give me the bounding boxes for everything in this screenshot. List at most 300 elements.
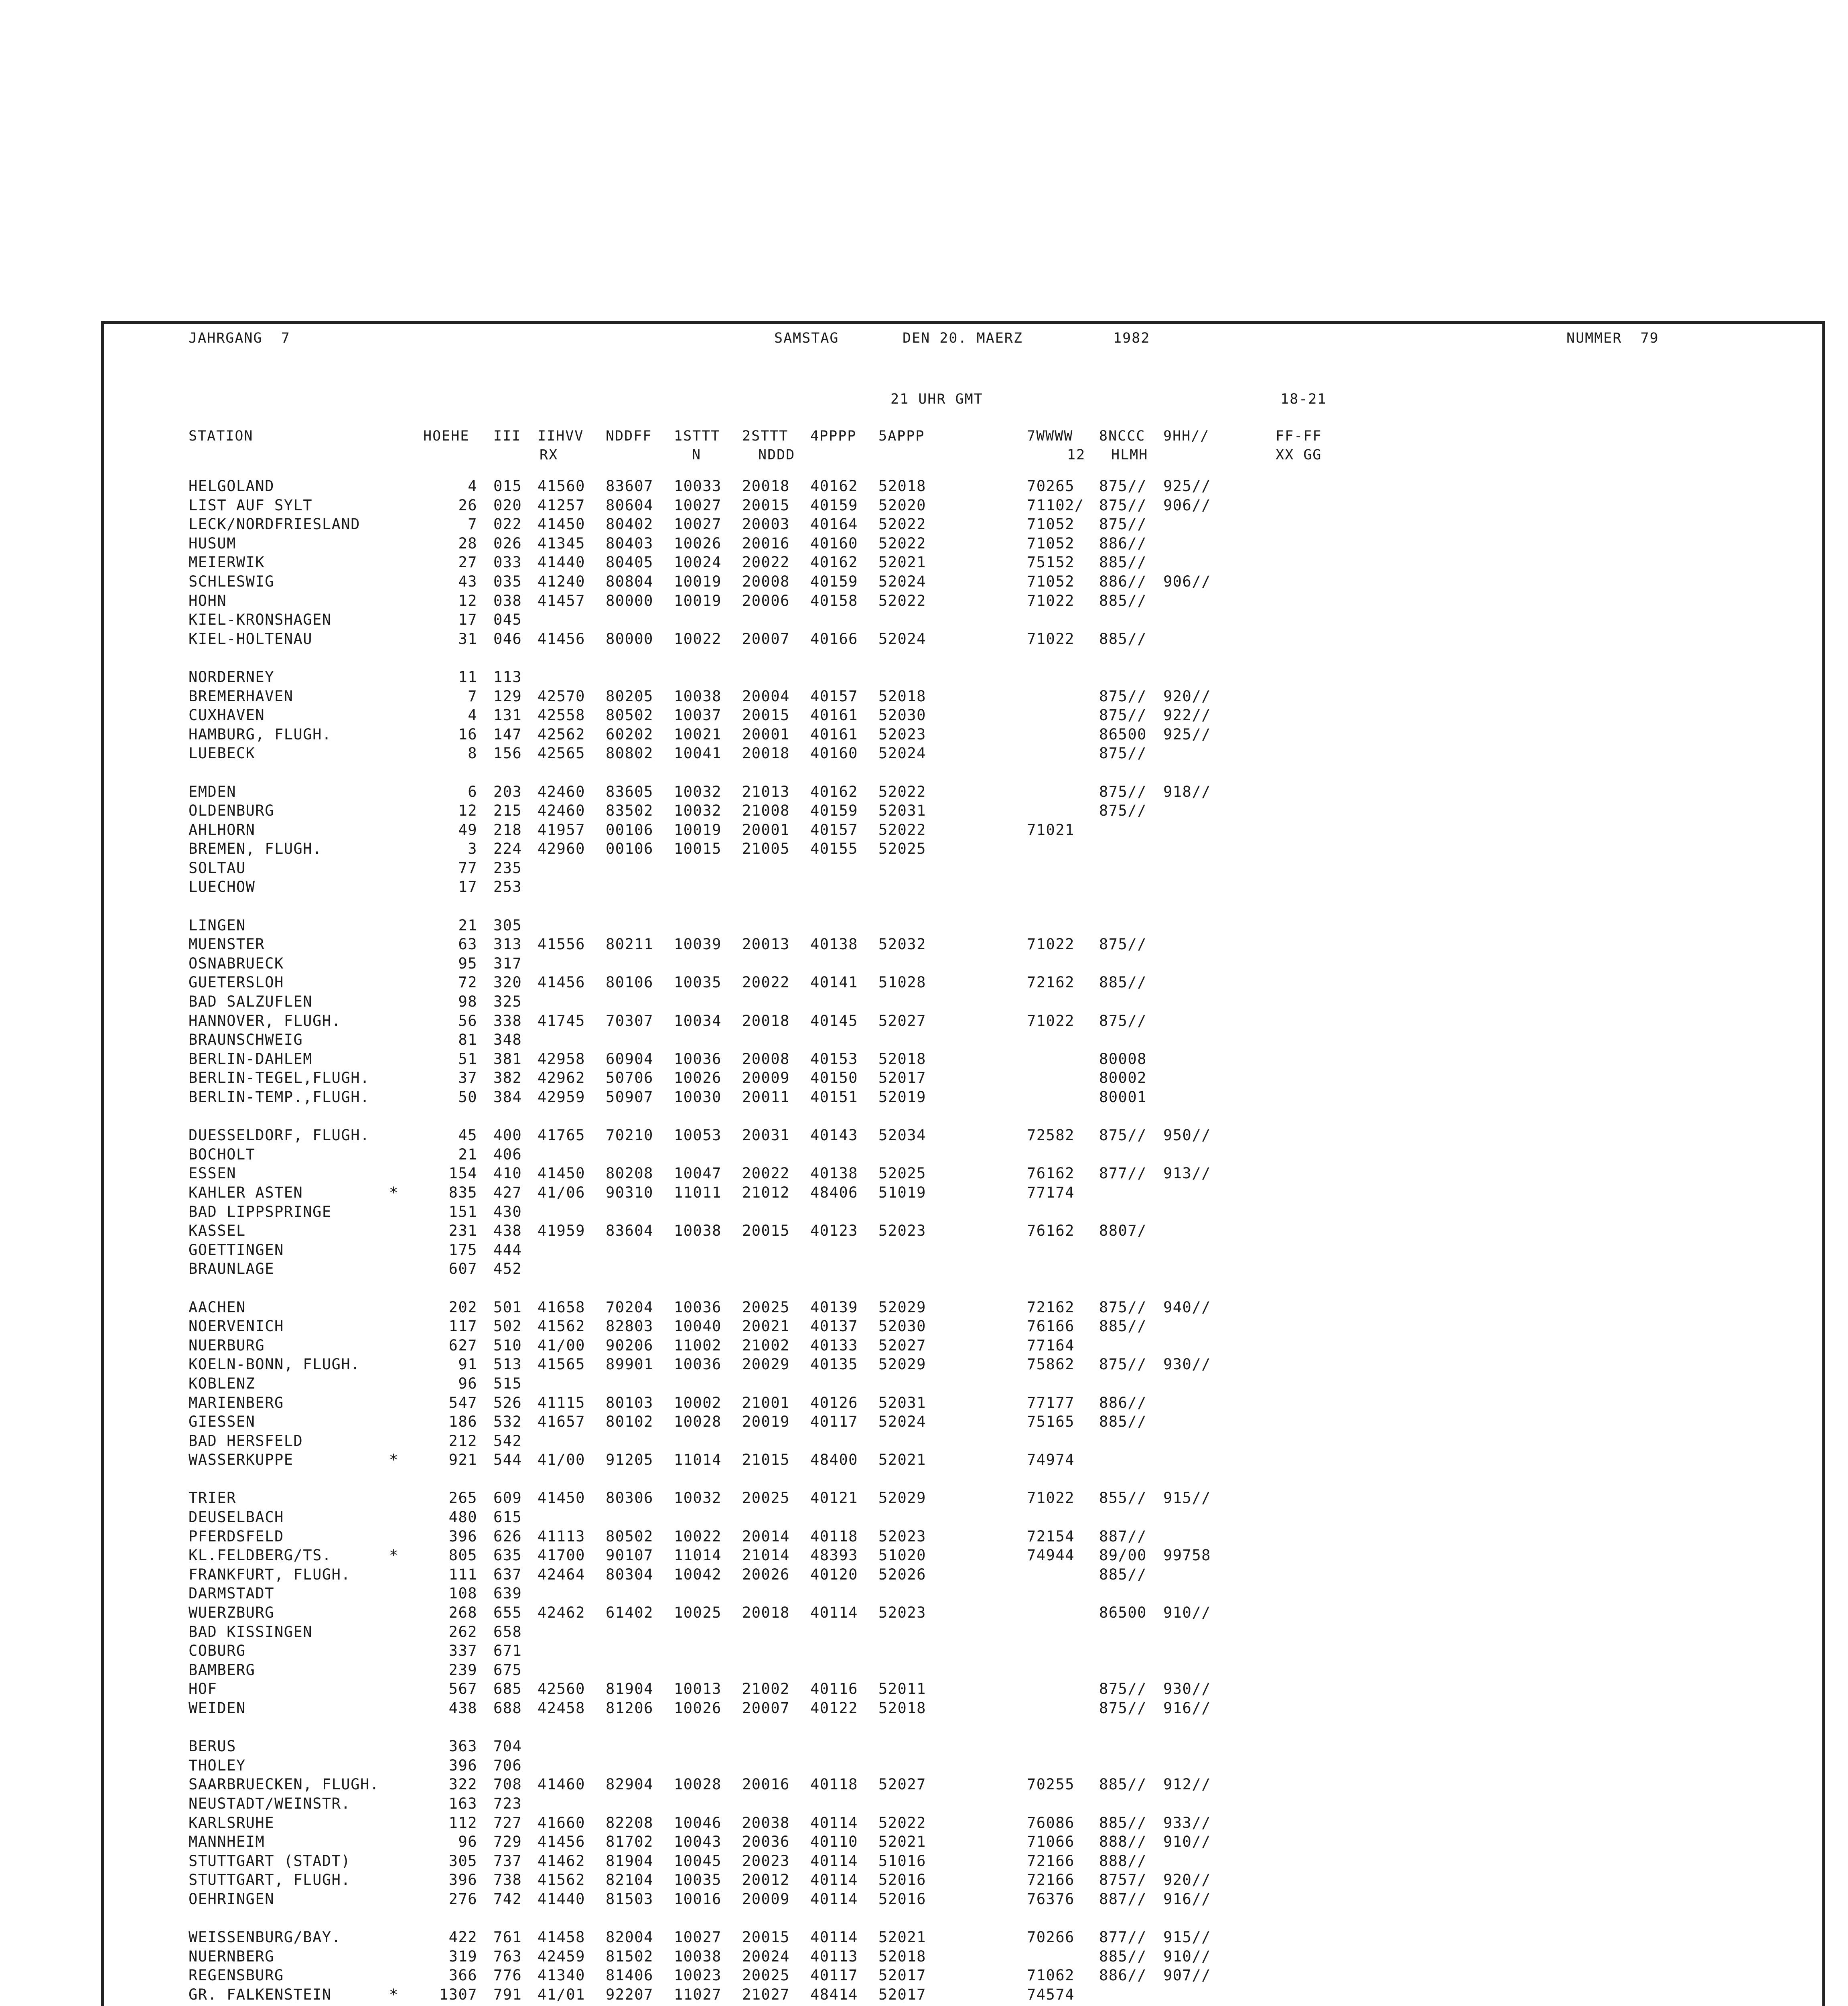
group-9hh: 907// [1163, 1967, 1211, 1984]
group-5appp: 52011 [878, 1680, 926, 1698]
station-index: 203 [493, 783, 522, 800]
station-height: 56 [458, 1012, 477, 1029]
group-iihvv: 41/06 [538, 1184, 585, 1201]
station-index: 675 [493, 1661, 522, 1679]
station-index: 430 [493, 1203, 522, 1220]
station-index: 427 [493, 1184, 522, 1201]
group-5appp: 52023 [878, 1604, 926, 1622]
station-height: 117 [448, 1318, 477, 1335]
group-7wwww: 71021 [1027, 821, 1075, 839]
group-8nccc: 875// [1099, 516, 1147, 533]
station-name: NOERVENICH [189, 1318, 284, 1335]
table-frame [101, 321, 1825, 2006]
group-2sttt: 21027 [742, 1986, 790, 2003]
station-height: 21 [458, 916, 477, 934]
col-5appp: 5APPP [878, 428, 925, 444]
group-9hh: 99758 [1163, 1547, 1211, 1564]
group-4pppp: 40121 [810, 1489, 858, 1507]
group-iihvv: 42960 [538, 840, 585, 858]
group-5appp: 52021 [878, 1451, 926, 1469]
station-name: DUESSELDORF, FLUGH. [189, 1127, 370, 1144]
group-5appp: 52025 [878, 1165, 926, 1182]
group-2sttt: 21005 [742, 840, 790, 858]
group-5appp: 52029 [878, 1356, 926, 1373]
group-iihvv: 42464 [538, 1565, 585, 1583]
time-range: 18-21 [1280, 391, 1327, 407]
station-index: 147 [493, 725, 522, 743]
station-name: TRIER [189, 1489, 236, 1507]
group-8nccc: 80002 [1099, 1069, 1147, 1087]
col-9hh: 9HH// [1163, 428, 1210, 444]
group-1sttt: 10027 [674, 496, 722, 514]
station-height: 265 [448, 1489, 477, 1507]
station-height: 108 [448, 1585, 477, 1602]
station-index: 382 [493, 1069, 522, 1087]
group-2sttt: 20025 [742, 1489, 790, 1507]
station-name: HELGOLAND [189, 477, 274, 495]
station-name: KIEL-HOLTENAU [189, 630, 313, 648]
group-iihvv: 41456 [538, 974, 585, 991]
group-iihvv: 42459 [538, 1947, 585, 1965]
station-index: 723 [493, 1795, 522, 1812]
station-height: 547 [448, 1394, 477, 1411]
station-name: BERUS [189, 1738, 236, 1755]
station-height: 363 [448, 1738, 477, 1755]
mountain-station-marker: * [389, 1184, 399, 1201]
group-1sttt: 10034 [674, 1012, 722, 1029]
group-4pppp: 48406 [810, 1184, 858, 1201]
group-9hh: 912// [1163, 1776, 1211, 1793]
station-height: 3 [468, 840, 477, 858]
group-5appp: 51016 [878, 1852, 926, 1870]
station-height: 12 [458, 802, 477, 820]
group-8nccc: 887// [1099, 1527, 1147, 1545]
group-1sttt: 10019 [674, 821, 722, 839]
group-9hh: 910// [1163, 1833, 1211, 1851]
group-9hh: 916// [1163, 1699, 1211, 1717]
mountain-station-marker: * [389, 1547, 399, 1564]
group-nddff: 80208 [606, 1165, 653, 1182]
station-index: 317 [493, 954, 522, 972]
station-height: 151 [448, 1203, 477, 1220]
station-index: 544 [493, 1451, 522, 1469]
station-height: 396 [448, 1871, 477, 1889]
group-8nccc: 886// [1099, 1394, 1147, 1411]
group-5appp: 52027 [878, 1776, 926, 1793]
group-2sttt: 20008 [742, 573, 790, 590]
station-name: AACHEN [189, 1298, 246, 1316]
group-8nccc: 875// [1099, 783, 1147, 800]
group-4pppp: 40114 [810, 1890, 858, 1908]
col-station: STATION [189, 428, 254, 444]
station-height: 81 [458, 1031, 477, 1049]
group-8nccc: 80008 [1099, 1050, 1147, 1068]
station-index: 381 [493, 1050, 522, 1068]
station-index: 452 [493, 1260, 522, 1278]
group-1sttt: 10025 [674, 1604, 722, 1622]
group-2sttt: 20007 [742, 630, 790, 648]
station-index: 742 [493, 1890, 522, 1908]
station-height: 305 [448, 1852, 477, 1870]
group-1sttt: 10013 [674, 1680, 722, 1698]
date-label: DEN 20. MAERZ [903, 330, 1023, 346]
group-1sttt: 11011 [674, 1184, 722, 1201]
station-index: 526 [493, 1394, 522, 1411]
group-iihvv: 41450 [538, 516, 585, 533]
group-8nccc: 886// [1099, 573, 1147, 590]
group-4pppp: 40166 [810, 630, 858, 648]
station-name: LECK/NORDFRIESLAND [189, 516, 360, 533]
group-4pppp: 40159 [810, 496, 858, 514]
group-4pppp: 40141 [810, 974, 858, 991]
station-index: 046 [493, 630, 522, 648]
group-nddff: 80106 [606, 974, 653, 991]
station-name: BRAUNSCHWEIG [189, 1031, 303, 1049]
group-iihvv: 41460 [538, 1776, 585, 1793]
group-7wwww: 72154 [1027, 1527, 1075, 1545]
station-height: 77 [458, 859, 477, 877]
group-9hh: 910// [1163, 1604, 1211, 1622]
group-8nccc: 888// [1099, 1852, 1147, 1870]
group-2sttt: 20025 [742, 1298, 790, 1316]
station-height: 921 [448, 1451, 477, 1469]
group-nddff: 80306 [606, 1489, 653, 1507]
group-8nccc: 886// [1099, 534, 1147, 552]
group-nddff: 80405 [606, 554, 653, 571]
station-name: HUSUM [189, 534, 236, 552]
group-2sttt: 20018 [742, 745, 790, 762]
station-name: GIESSEN [189, 1413, 256, 1431]
group-nddff: 81206 [606, 1699, 653, 1717]
station-name: DARMSTADT [189, 1585, 274, 1602]
group-4pppp: 40113 [810, 1947, 858, 1965]
group-nddff: 81904 [606, 1680, 653, 1698]
station-index: 313 [493, 936, 522, 953]
station-height: 43 [458, 573, 477, 590]
group-1sttt: 10032 [674, 802, 722, 820]
group-8nccc: 885// [1099, 1947, 1147, 1965]
group-2sttt: 21002 [742, 1680, 790, 1698]
group-7wwww: 71022 [1027, 936, 1075, 953]
group-7wwww: 71052 [1027, 516, 1075, 533]
group-5appp: 52029 [878, 1298, 926, 1316]
station-name: BERLIN-DAHLEM [189, 1050, 313, 1068]
group-nddff: 80000 [606, 630, 653, 648]
station-name: KOBLENZ [189, 1375, 256, 1392]
station-name: BERLIN-TEMP.,FLUGH. [189, 1088, 370, 1106]
station-height: 95 [458, 954, 477, 972]
station-height: 322 [448, 1776, 477, 1793]
group-4pppp: 40118 [810, 1776, 858, 1793]
station-name: WUERZBURG [189, 1604, 274, 1622]
station-index: 129 [493, 687, 522, 705]
group-9hh: 925// [1163, 477, 1211, 495]
station-name: REGENSBURG [189, 1967, 284, 1984]
group-5appp: 52021 [878, 1929, 926, 1946]
group-1sttt: 10022 [674, 630, 722, 648]
group-2sttt: 20038 [742, 1814, 790, 1831]
group-iihvv: 41565 [538, 1356, 585, 1373]
col-iii: III [493, 428, 521, 444]
station-height: 7 [468, 516, 477, 533]
station-index: 502 [493, 1318, 522, 1335]
group-nddff: 82104 [606, 1871, 653, 1889]
group-4pppp: 40161 [810, 725, 858, 743]
group-7wwww: 71022 [1027, 1489, 1075, 1507]
station-name: OSNABRUECK [189, 954, 284, 972]
group-7wwww: 72582 [1027, 1127, 1075, 1144]
group-nddff: 80402 [606, 516, 653, 533]
group-8nccc: 886// [1099, 1967, 1147, 1984]
station-index: 738 [493, 1871, 522, 1889]
group-5appp: 52022 [878, 534, 926, 552]
group-8nccc: 885// [1099, 1814, 1147, 1831]
station-name: HOHN [189, 592, 227, 609]
group-2sttt: 20004 [742, 687, 790, 705]
station-height: 268 [448, 1604, 477, 1622]
group-9hh: 916// [1163, 1890, 1211, 1908]
station-height: 17 [458, 611, 477, 629]
col-iihvv-sub: RX [540, 447, 558, 463]
group-4pppp: 40159 [810, 802, 858, 820]
group-5appp: 52022 [878, 516, 926, 533]
group-5appp: 52032 [878, 936, 926, 953]
group-1sttt: 11027 [674, 1986, 722, 2003]
group-2sttt: 20003 [742, 516, 790, 533]
col-ff-sub: XX GG [1276, 447, 1322, 463]
group-5appp: 52022 [878, 592, 926, 609]
group-5appp: 52022 [878, 1814, 926, 1831]
group-iihvv: 41457 [538, 592, 585, 609]
station-height: 4 [468, 477, 477, 495]
group-5appp: 52024 [878, 1413, 926, 1431]
station-name: BAD LIPPSPRINGE [189, 1203, 332, 1220]
group-1sttt: 10030 [674, 1088, 722, 1106]
group-nddff: 50907 [606, 1088, 653, 1106]
group-iihvv: 41562 [538, 1318, 585, 1335]
group-1sttt: 11002 [674, 1336, 722, 1354]
group-8nccc: 885// [1099, 1318, 1147, 1335]
station-height: 37 [458, 1069, 477, 1087]
station-name: MANNHEIM [189, 1833, 265, 1851]
group-2sttt: 20022 [742, 554, 790, 571]
station-name: BOCHOLT [189, 1145, 256, 1163]
group-5appp: 52018 [878, 687, 926, 705]
group-nddff: 80103 [606, 1394, 653, 1411]
station-name: BAMBERG [189, 1661, 256, 1679]
station-index: 253 [493, 878, 522, 896]
group-4pppp: 40116 [810, 1680, 858, 1698]
group-8nccc: 875// [1099, 1680, 1147, 1698]
group-nddff: 83604 [606, 1222, 653, 1240]
group-7wwww: 71052 [1027, 573, 1075, 590]
station-name: MEIERWIK [189, 554, 265, 571]
group-nddff: 91205 [606, 1451, 653, 1469]
group-iihvv: 41462 [538, 1852, 585, 1870]
station-name: BAD SALZUFLEN [189, 993, 313, 1011]
group-4pppp: 40158 [810, 592, 858, 609]
group-7wwww: 70266 [1027, 1929, 1075, 1946]
group-7wwww: 75165 [1027, 1413, 1075, 1431]
group-nddff: 90107 [606, 1547, 653, 1564]
station-name: KIEL-KRONSHAGEN [189, 611, 332, 629]
group-8nccc: 885// [1099, 554, 1147, 571]
group-2sttt: 20001 [742, 821, 790, 839]
station-name: KAHLER ASTEN [189, 1184, 303, 1201]
group-4pppp: 40135 [810, 1356, 858, 1373]
group-nddff: 00106 [606, 821, 653, 839]
group-1sttt: 10047 [674, 1165, 722, 1182]
station-index: 215 [493, 802, 522, 820]
group-nddff: 81502 [606, 1947, 653, 1965]
station-name: KARLSRUHE [189, 1814, 274, 1831]
group-nddff: 80502 [606, 1527, 653, 1545]
station-name: STUTTGART (STADT) [189, 1852, 351, 1870]
station-name: LUEBECK [189, 745, 256, 762]
station-height: 212 [448, 1432, 477, 1450]
group-7wwww: 76086 [1027, 1814, 1075, 1831]
station-index: 761 [493, 1929, 522, 1946]
group-2sttt: 21008 [742, 802, 790, 820]
group-5appp: 52027 [878, 1012, 926, 1029]
group-4pppp: 48393 [810, 1547, 858, 1564]
group-iihvv: 41440 [538, 554, 585, 571]
group-2sttt: 20021 [742, 1318, 790, 1335]
station-height: 8 [468, 745, 477, 762]
group-8nccc: 875// [1099, 1127, 1147, 1144]
station-name: LIST AUF SYLT [189, 496, 313, 514]
group-1sttt: 10026 [674, 1069, 722, 1087]
station-height: 11 [458, 668, 477, 686]
station-index: 038 [493, 592, 522, 609]
station-index: 224 [493, 840, 522, 858]
group-4pppp: 40133 [810, 1336, 858, 1354]
col-iihvv: IIHVV [538, 428, 584, 444]
station-index: 763 [493, 1947, 522, 1965]
group-2sttt: 20014 [742, 1527, 790, 1545]
group-1sttt: 10043 [674, 1833, 722, 1851]
group-5appp: 52017 [878, 1986, 926, 2003]
station-index: 542 [493, 1432, 522, 1450]
station-height: 438 [448, 1699, 477, 1717]
station-height: 21 [458, 1145, 477, 1163]
group-7wwww: 71022 [1027, 1012, 1075, 1029]
group-nddff: 81702 [606, 1833, 653, 1851]
group-9hh: 925// [1163, 725, 1211, 743]
station-index: 685 [493, 1680, 522, 1698]
group-5appp: 52023 [878, 725, 926, 743]
station-name: OEHRINGEN [189, 1890, 274, 1908]
group-4pppp: 40150 [810, 1069, 858, 1087]
group-2sttt: 20019 [742, 1413, 790, 1431]
group-7wwww: 74944 [1027, 1547, 1075, 1564]
group-8nccc: 885// [1099, 592, 1147, 609]
group-8nccc: 875// [1099, 1012, 1147, 1029]
station-height: 50 [458, 1088, 477, 1106]
station-name: DEUSELBACH [189, 1509, 284, 1526]
group-1sttt: 10036 [674, 1356, 722, 1373]
group-5appp: 52018 [878, 1699, 926, 1717]
group-8nccc: 875// [1099, 745, 1147, 762]
group-7wwww: 71022 [1027, 630, 1075, 648]
group-2sttt: 20029 [742, 1356, 790, 1373]
group-9hh: 930// [1163, 1680, 1211, 1698]
group-iihvv: 42558 [538, 707, 585, 724]
station-height: 6 [468, 783, 477, 800]
group-9hh: 913// [1163, 1165, 1211, 1182]
group-nddff: 80000 [606, 592, 653, 609]
group-nddff: 80205 [606, 687, 653, 705]
col-8nccc: 8NCCC [1099, 428, 1146, 444]
group-5appp: 52025 [878, 840, 926, 858]
station-index: 022 [493, 516, 522, 533]
station-height: 17 [458, 878, 477, 896]
station-height: 175 [448, 1241, 477, 1259]
station-index: 515 [493, 1375, 522, 1392]
group-iihvv: 42958 [538, 1050, 585, 1068]
station-name: HOF [189, 1680, 217, 1698]
group-iihvv: 41/00 [538, 1451, 585, 1469]
station-height: 28 [458, 534, 477, 552]
group-8nccc: 875// [1099, 707, 1147, 724]
group-1sttt: 10032 [674, 1489, 722, 1507]
group-9hh: 915// [1163, 1489, 1211, 1507]
group-5appp: 51019 [878, 1184, 926, 1201]
station-height: 805 [448, 1547, 477, 1564]
group-4pppp: 40122 [810, 1699, 858, 1717]
group-1sttt: 10027 [674, 516, 722, 533]
station-name: LINGEN [189, 916, 246, 934]
station-name: OLDENBURG [189, 802, 274, 820]
weekday-label: SAMSTAG [774, 330, 839, 346]
group-2sttt: 21001 [742, 1394, 790, 1411]
group-5appp: 52034 [878, 1127, 926, 1144]
group-iihvv: 41560 [538, 477, 585, 495]
group-4pppp: 40137 [810, 1318, 858, 1335]
group-5appp: 52018 [878, 1050, 926, 1068]
group-iihvv: 41556 [538, 936, 585, 953]
station-height: 239 [448, 1661, 477, 1679]
group-1sttt: 10040 [674, 1318, 722, 1335]
group-5appp: 52024 [878, 630, 926, 648]
group-1sttt: 10036 [674, 1050, 722, 1068]
group-5appp: 51028 [878, 974, 926, 991]
station-name: GR. FALKENSTEIN [189, 1986, 332, 2003]
station-index: 320 [493, 974, 522, 991]
station-height: 111 [448, 1565, 477, 1583]
group-1sttt: 10019 [674, 573, 722, 590]
group-9hh: 922// [1163, 707, 1211, 724]
group-4pppp: 40157 [810, 821, 858, 839]
group-2sttt: 20018 [742, 477, 790, 495]
group-nddff: 80403 [606, 534, 653, 552]
station-height: 276 [448, 1890, 477, 1908]
group-5appp: 51020 [878, 1547, 926, 1564]
issue-number: NUMMER 79 [1566, 330, 1659, 346]
group-2sttt: 20006 [742, 592, 790, 609]
group-4pppp: 40155 [810, 840, 858, 858]
group-8nccc: 887// [1099, 1890, 1147, 1908]
group-5appp: 52023 [878, 1527, 926, 1545]
station-index: 776 [493, 1967, 522, 1984]
group-iihvv: 41957 [538, 821, 585, 839]
col-ff: FF-FF [1276, 428, 1322, 444]
station-height: 49 [458, 821, 477, 839]
group-5appp: 52021 [878, 554, 926, 571]
group-2sttt: 20012 [742, 1871, 790, 1889]
group-nddff: 61402 [606, 1604, 653, 1622]
group-7wwww: 71102/ [1027, 496, 1084, 514]
